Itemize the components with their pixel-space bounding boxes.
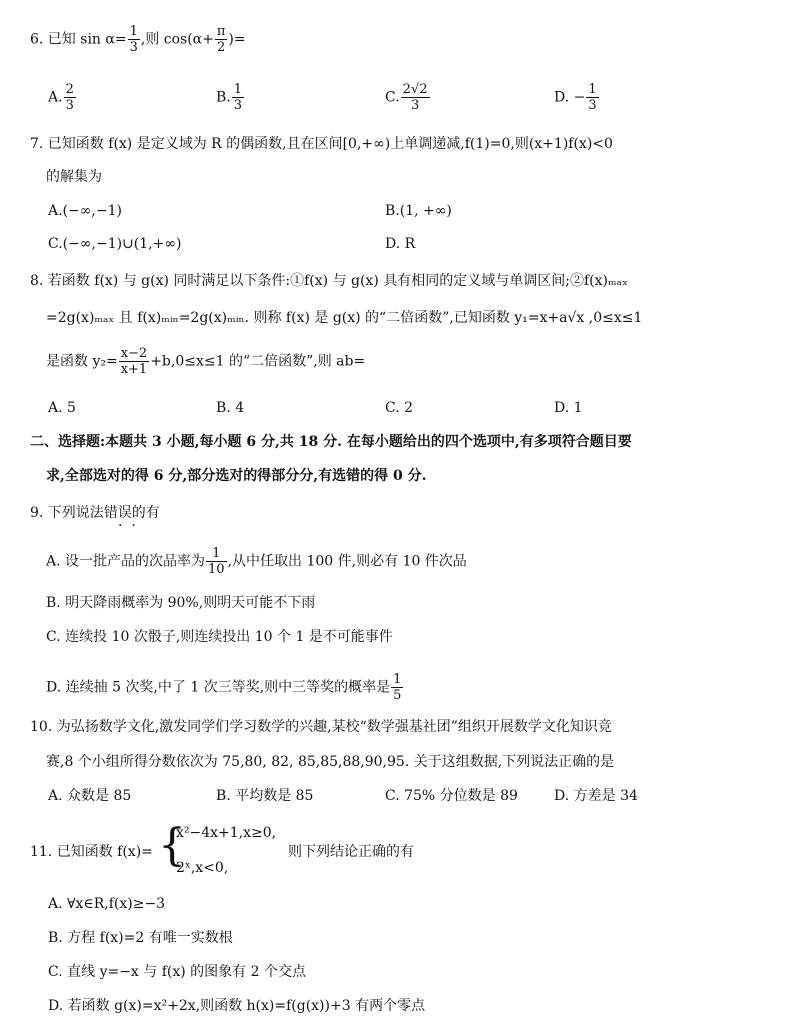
- q6-stem-text3: )=: [228, 31, 246, 48]
- q6-frac: [128, 24, 140, 55]
- q8-option-c: C. 2: [385, 400, 414, 416]
- q8-stem-line2: =2g(x)ₘₐₓ 且 f(x)ₘᵢₙ=2g(x)ₘᵢₙ. 则称 f(x) 是 g(x) 的“二倍函数”,已知函数 y₁=x+a√x ,0≤x≤1: [46, 310, 643, 326]
- q8-frac: [119, 346, 150, 377]
- q8-stem-line3-text2: +b,0≤x≤1 的“二倍函数”,则 ab=: [150, 353, 366, 370]
- q6-option-d-frac: [586, 82, 598, 113]
- q6-option-a-label: A.: [48, 89, 63, 106]
- q9-option-a-den: 10: [208, 562, 225, 577]
- q8-option-b: B. 4: [216, 400, 245, 416]
- q11-option-c: C. 直线 y=−x 与 f(x) 的图象有 2 个交点: [48, 964, 306, 980]
- q11-option-d: D. 若函数 g(x)=x²+2x,则函数 h(x)=f(g(x))+3 有两个零点: [48, 998, 426, 1014]
- q9-option-a: [46, 546, 467, 577]
- q8-stem-line3: [46, 346, 365, 377]
- q9-option-a-num: 1: [206, 546, 227, 562]
- q8-frac-num: x−2: [120, 346, 148, 361]
- q8-stem-line3-text: 是函数 y₂=: [46, 353, 118, 370]
- q6-option-c-num: 2√2: [402, 82, 428, 97]
- q7-stem-line2: 的解集为: [46, 169, 102, 185]
- q9-option-d-frac: [391, 672, 403, 703]
- q10-option-a: A. 众数是 85: [48, 788, 132, 804]
- q11-stem-suffix: 则下列结论正确的有: [288, 844, 414, 860]
- q7-option-a: A.(−∞,−1): [48, 203, 122, 219]
- q6-frac-num: 1: [129, 24, 138, 39]
- q11-case1: x²−4x+1,x≥0,: [176, 825, 277, 841]
- q9-option-a-frac: [206, 546, 227, 577]
- q8-option-a: A. 5: [48, 400, 76, 416]
- q9-stem: 9. 下列说法错误的有: [30, 505, 160, 521]
- q6-option-b-den: 3: [233, 98, 243, 113]
- q8-stem-line1: 8. 若函数 f(x) 与 g(x) 同时满足以下条件:①f(x) 与 g(x) 具有相同的定义域与单调区间;②f(x)ₘₐₓ: [30, 273, 628, 289]
- q6-option-a-frac: [64, 82, 76, 113]
- q11-stem-prefix: 11. 已知函数 f(x)=: [30, 844, 153, 860]
- section2-heading-line1: 二、选择题:本题共 3 小题,每小题 6 分,共 18 分. 在每小题给出的四个选项中,有多项符合题目要: [30, 434, 632, 450]
- q6-option-c-den: 3: [410, 98, 420, 113]
- q6-option-d-den: 3: [588, 98, 597, 113]
- q9-option-d: [46, 672, 404, 703]
- section2-heading-line2: 求,全部选对的得 6 分,部分选对的得部分分,有选错的得 0 分.: [46, 468, 427, 484]
- q6-pi-num: π: [216, 24, 226, 39]
- q6-frac-den: 3: [129, 40, 138, 55]
- q9-option-b: B. 明天降雨概率为 90%,则明天可能不下雨: [46, 595, 316, 611]
- q6-option-c-label: C.: [385, 89, 400, 106]
- q11-case2: 2ˣ,x<0,: [176, 860, 229, 876]
- q11-option-a: A. ∀x∈R,f(x)≥−3: [48, 896, 166, 912]
- q6-option-d-num: 1: [588, 82, 597, 97]
- q8-frac-den: x+1: [120, 362, 148, 377]
- q6-option-b-num: 1: [233, 82, 243, 97]
- q6-option-a-den: 3: [65, 98, 74, 113]
- q6-pi-den: 2: [217, 40, 226, 55]
- q9-option-d-num: 1: [393, 672, 402, 687]
- q7-option-c: C.(−∞,−1)∪(1,+∞): [48, 236, 182, 252]
- q10-option-d: D. 方差是 34: [554, 788, 638, 804]
- q6-option-a-num: 2: [65, 82, 74, 97]
- q6-option-d: [554, 82, 600, 113]
- q6-option-b: [216, 82, 245, 113]
- q6-stem-text: 6. 已知 sin α=: [30, 31, 127, 48]
- q9-option-c: C. 连续投 10 次骰子,则连续投出 10 个 1 是不可能事件: [46, 629, 393, 645]
- q6-option-d-label: D. −: [554, 89, 586, 106]
- q7-option-d: D. R: [385, 236, 416, 252]
- q7-stem-line1: 7. 已知函数 f(x) 是定义域为 R 的偶函数,且在区间[0,+∞)上单调递减,f(1)=0,则(x+1)f(x)<0: [30, 136, 613, 152]
- q7-option-b: B.(1, +∞): [385, 203, 452, 219]
- q6-option-c-frac: [401, 82, 430, 113]
- q6-stem: [30, 24, 246, 55]
- q11-option-b: B. 方程 f(x)=2 有唯一实数根: [48, 930, 233, 946]
- q10-option-b: B. 平均数是 85: [216, 788, 314, 804]
- q9-option-d-text: D. 连续抽 5 次奖,中了 1 次三等奖,则中三等奖的概率是: [46, 679, 391, 696]
- q6-stem-text2: ,则 cos(α+: [140, 31, 214, 48]
- q9-option-d-den: 5: [393, 688, 402, 703]
- q8-option-d: D. 1: [554, 400, 583, 416]
- q11-piecewise-brace: {: [158, 820, 186, 871]
- q6-option-b-frac: [232, 82, 244, 113]
- q9-emphasis-dots: · ·: [118, 518, 136, 534]
- q6-option-a: [48, 82, 77, 113]
- q6-option-b-label: B.: [216, 89, 231, 106]
- q9-option-a-text: A. 设一批产品的次品率为: [46, 553, 206, 570]
- q6-pi-frac: [215, 24, 228, 55]
- q6-option-c: [385, 82, 431, 113]
- q9-option-a-text2: ,从中任取出 100 件,则必有 10 件次品: [227, 553, 467, 570]
- q10-option-c: C. 75% 分位数是 89: [385, 788, 518, 804]
- q10-stem-line2: 赛,8 个小组所得分数依次为 75,80, 82, 85,85,88,90,95. 关于这组数据,下列说法正确的是: [46, 754, 615, 770]
- q10-stem-line1: 10. 为弘扬数学文化,激发同学们学习数学的兴趣,某校“数学强基社团”组织开展数学文化知识竞: [30, 719, 612, 735]
